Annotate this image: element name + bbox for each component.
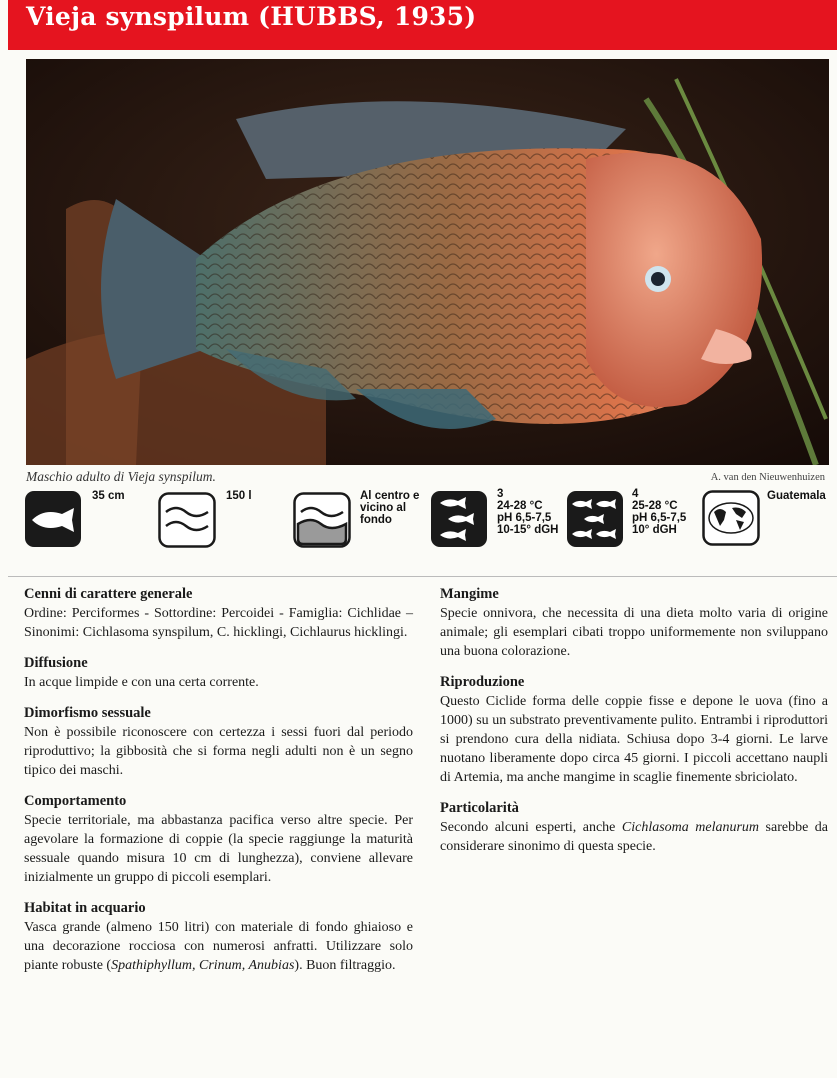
- section-reproduction: [440, 673, 828, 787]
- section-habitat: [24, 899, 413, 975]
- section-behaviour: [24, 792, 413, 887]
- section-heading: Riproduzione: [440, 674, 525, 690]
- temperament-level: 3: [497, 488, 504, 500]
- section-heading: Comportamento: [24, 793, 127, 809]
- swim-zone-line-1: Al centro e: [360, 490, 420, 502]
- section-text: Questo Ciclide forma delle coppie fisse e depone le uova (fino a 1000) su un substrato preventivamente pulito. Entrambi i riproduttori si prendono cura della nidiata. Schiusa dopo 3-4 giorni. Le larve nuotano liberamente dopo circa 45 giorni. I piccoli accettano naupli di Artemia, ma anche mangime in scaglie finemente sbriciolato.: [440, 694, 828, 785]
- breeding-icon: [566, 490, 624, 553]
- section-text: [24, 918, 413, 975]
- swim-zone-icon: [293, 492, 351, 553]
- breeding-text: [632, 488, 686, 536]
- section-heading: Cenni di carattere generale: [24, 586, 193, 602]
- world-map-icon: [702, 490, 760, 551]
- section-text: In acque limpide e con una certa corrente.: [24, 675, 259, 690]
- fish-photo: [26, 59, 829, 465]
- swim-zone-text: [360, 490, 419, 526]
- habitat-text-a: Vasca grande (almeno 150 litri) con materiale di fondo ghiaioso e una decorazione rocciosa con numerosi anfratti. Utilizzare solo piante robuste (: [24, 920, 413, 973]
- section-general: [24, 585, 413, 642]
- title-banner: [8, 0, 837, 50]
- divider: [8, 576, 837, 577]
- size-value: 35 cm: [92, 490, 125, 502]
- photo-caption: Maschio adulto di Vieja synspilum.: [26, 469, 216, 484]
- swim-zone-line-2: vicino al: [360, 502, 407, 514]
- breeding-ph: pH 6,5-7,5: [632, 512, 687, 524]
- fish-size-icon: [24, 490, 82, 553]
- section-heading: Diffusione: [24, 655, 88, 671]
- temperament-icon: [430, 490, 488, 553]
- section-dimorphism: [24, 704, 413, 780]
- section-notes: [440, 799, 828, 856]
- section-text: [440, 818, 828, 856]
- breeding-temp: 25-28 °C: [632, 500, 678, 512]
- origin-value: Guatemala: [767, 490, 826, 502]
- notes-text-b: sarebbe da considerare sinonimo di questa specie.: [440, 820, 829, 854]
- temperament-ph: pH 6,5-7,5: [497, 512, 552, 524]
- section-food: [440, 585, 828, 661]
- section-diffusion: [24, 654, 413, 692]
- tank-volume-value: 150 l: [226, 490, 252, 502]
- breeding-level: 4: [632, 488, 639, 500]
- species-title: Vieja synspilum (HUBBS, 1935): [26, 2, 477, 31]
- section-text: Specie territoriale, ma abbastanza pacifica verso altre specie. Per agevolare la formazione di coppie (la specie raggiunge la maturità sessuale quando misura 10 cm di lunghezza), conviene allevare inizialmente un gruppo di piccoli esemplari.: [24, 813, 413, 885]
- swim-zone-line-3: fondo: [360, 514, 392, 526]
- notes-text-a: Secondo alcuni esperti, anche: [440, 820, 622, 835]
- notes-species: Cichlasoma melanurum: [621, 820, 760, 835]
- habitat-plants: Spathiphyllum, Crinum, Anubias: [111, 958, 295, 973]
- section-text: Ordine: Perciformes - Sottordine: Percoidei - Famiglia: Cichlidae – Sinonimi: Cichlasoma synspilum, C. hicklingi, Cichlaurus hicklingi.: [24, 606, 413, 640]
- section-text: Non è possibile riconoscere con certezza i sessi fuori dal periodo riproduttivo; la gibbosità che si forma negli adulti non è un segno tipico dei maschi.: [24, 725, 413, 778]
- right-column: [440, 585, 828, 868]
- left-column: [24, 585, 413, 987]
- section-text: Specie onnivora, che necessita di una dieta molto varia di origine animale; gli esemplari cibati troppo uniformemente non sviluppano una buona colorazione.: [440, 606, 828, 659]
- section-heading: Habitat in acquario: [24, 900, 146, 916]
- breeding-dgh: 10° dGH: [632, 524, 677, 536]
- habitat-text-b: ). Buon filtraggio.: [294, 958, 396, 973]
- photo-credit: A. van den Nieuwenhuizen: [710, 472, 825, 483]
- section-heading: Dimorfismo sessuale: [24, 705, 151, 721]
- temperament-text: [497, 488, 558, 536]
- section-heading: Particolarità: [440, 800, 519, 816]
- section-heading: Mangime: [440, 586, 499, 602]
- tank-volume-icon: [158, 492, 216, 553]
- temperament-dgh: 10-15° dGH: [497, 524, 559, 536]
- temperament-temp: 24-28 °C: [497, 500, 543, 512]
